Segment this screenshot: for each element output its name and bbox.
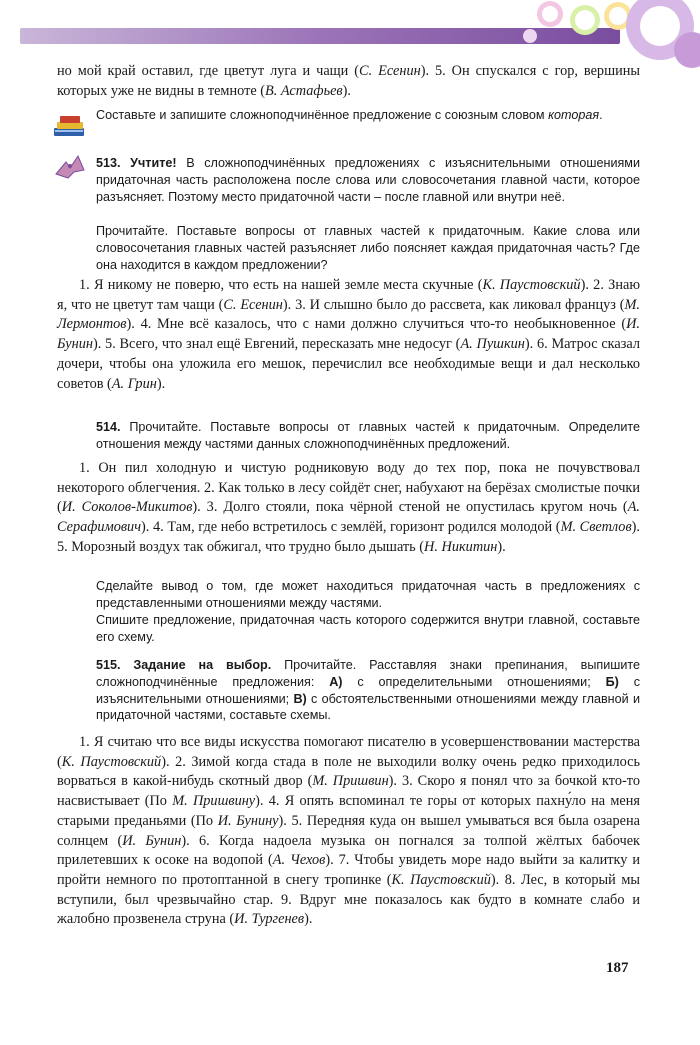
continuation-text: но мой край оставил, где цветут луга и чащи (С. Есенин). 5. Он спускался с гор, вершины которых уже не видны в темноте (В. Астафьев). [57,63,640,99]
exercise-514-task: 514. Прочитайте. Поставьте вопросы от главных частей к придаточным. Определите отношения между частями данных сложноподчинённых предложений. [96,420,640,451]
write-task: Составьте и запишите сложноподчинённое предложение с союзным словом которая. [96,108,603,122]
exercise-515-task: 515. Задание на выбор. Прочитайте. Расставляя знаки препинания, выпишите сложноподчинённые предложения: А) с определительными отношениями; Б) с изъяснительными отношениями; В) с обстоятельственными отношениями между главной и придаточной частями, составьте схемы. [96,658,641,723]
exercise-514-conclusion: Сделайте вывод о том, где может находиться придаточная часть в предложениях с представленными отношениями между частями. [96,579,640,610]
butterfly-note-icon [52,152,88,180]
exercise-514-text: 1. Он пил холодную и чистую родниковую воду до тех пор, пока не почувствовал некоторого облегчения. 2. Как только в лесу сойдёт снег, набухают на берёзах смолистые почки (И. Соколов-Микитов). 3. Долго стояли, пока чёрной стеной не опустилась кругом ночь (А. Серафимович). 4. Там, где небо встретилось с землёй, горизонт родился молодой (М. Светлов). 5. Морозный воздух так обжигал, что трудно было дышать (Н. Никитин). [57,460,641,555]
exercise-515-text: 1. Я считаю что все виды искусства помогают писателю в усовершенствовании мастерства (К. Паустовский). 2. Зимой когда стада в поле не выходили волку очень редко приходилось ворваться в какой-нибудь скотный двор (М. Пришвин). 3. Скоро я понял что за бочкой кто-то насвистывает (По М. Пришвину). 4. Я опять вспоминал те горы от которых пахну́ло на меня старыми преданьями (По И. Бунину). 5. Передняя куда он вышел умываться вся была озарена солнцем (И. Бунин). 6. Когда надоела музыка он погнался за толпой жёлтых бабочек прилетевших к осоке на водопой (А. Чехов). 7. Чтобы увидеть море надо выйти за калитку и пройти немного по протоптанной в снегу тропинке (К. Паустовский). 8. Лес, в который мы вступили, был чрезвычайно стар. 9. Вдруг мне показалось как будто в комнате слабо и жалобно прозвенела струна (И. Тургенев). [57,734,640,928]
header-circles-decoration [510,0,700,70]
exercise-514-copy-task: Спишите предложение, придаточная часть которого содержится внутри главной, составьте его схему. [96,613,640,644]
exercise-513-text: 1. Я никому не поверю, что есть на нашей земле места скучные (К. Паустовский). 2. Знаю я, что не цветут там чащи (С. Есенин). 3. И слышно было до рассвета, как ликовал француз (М. Лермонтов). 4. Мне всё казалось, что с нами должно случиться что-то необыкновенное (И. Бунин). 5. Всего, что знал ещё Евгений, пересказать мне недосуг (А. Пушкин). 6. Матрос сказал дочери, чтобы она уложила его мешок, перечислил все необходимые вещи и дал несколько советов (А. Грин). [57,277,640,392]
page-number: 187 [606,960,629,976]
exercise-513-rule: 513. Учтите! В сложноподчинённых предложениях с изъяснительными отношениями придаточная часть расположена после слова или словосочетания главной части, которое разъясняет. Поэтому место придаточной части – после главной или внутри неё. [96,156,640,204]
books-icon [52,113,88,139]
exercise-number: 513. [96,156,121,170]
exercise-513-task: Прочитайте. Поставьте вопросы от главных частей к придаточным. Какие слова или словосочетания главных частей разъясняет либо поясняет каждая придаточная часть? Где она находится в каждом предложении? [96,224,640,272]
